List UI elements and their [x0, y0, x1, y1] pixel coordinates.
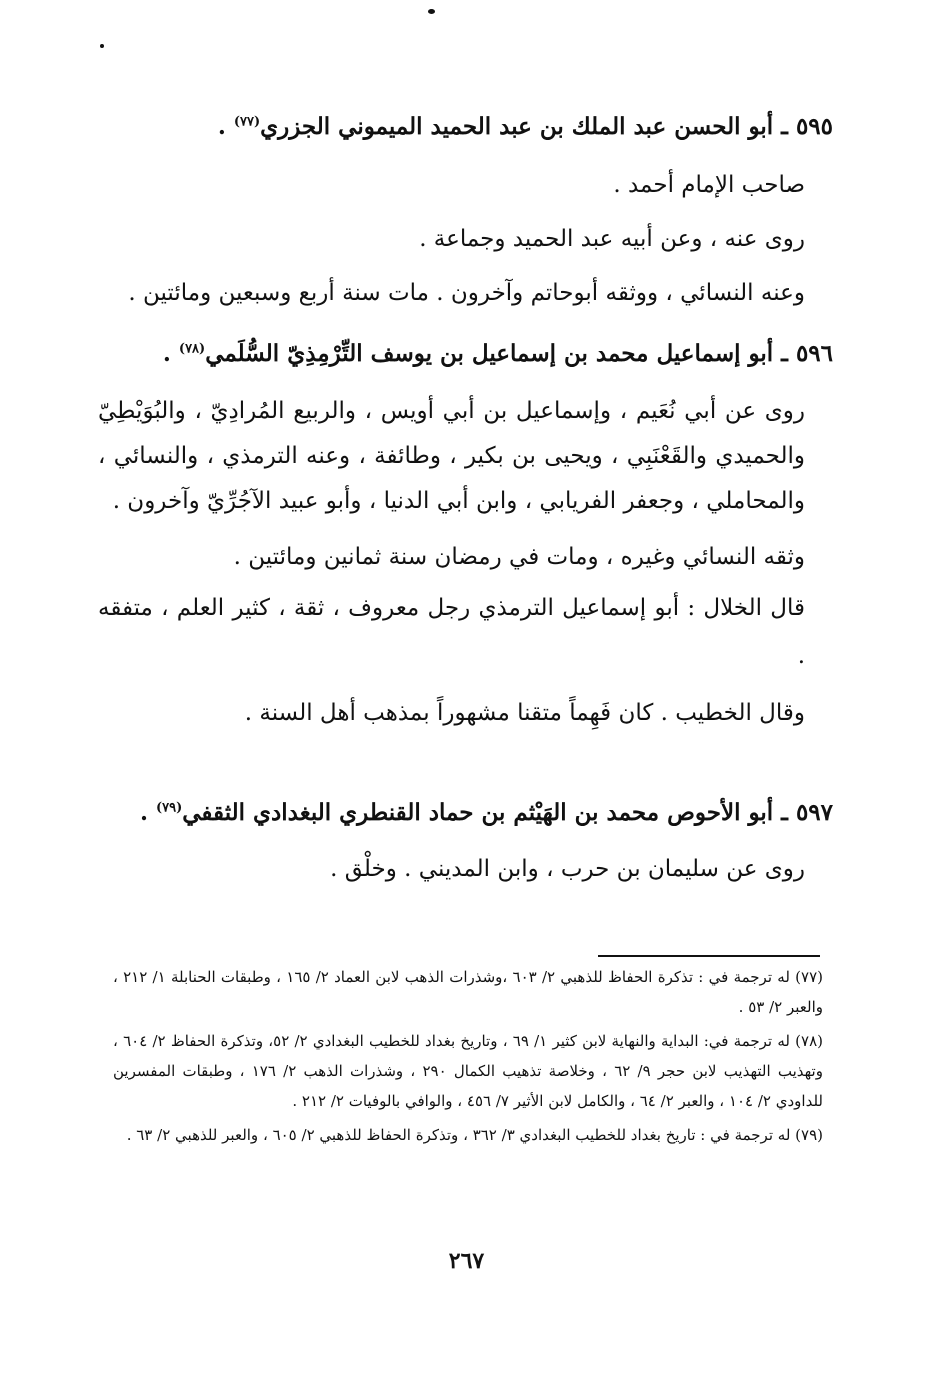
top-speck [428, 9, 435, 14]
footnote-separator [598, 955, 820, 957]
entry-title: ـ أبو إسماعيل محمد بن إسماعيل بن يوسف التِّرْمِذِيّ السُّلَمي [205, 340, 788, 367]
entry-heading: ٥٩٥ ـ أبو الحسن عبد الملك بن عبد الحميد الميموني الجزري$^{(٧٧)}$ . [217, 113, 833, 140]
entry-595 [98, 100, 833, 320]
paragraph: وقال الخطيب . كان فَهِماً متقنا مشهوراً بمذهب أهل السنة . [244, 700, 805, 726]
paragraph: روى عن سليمان بن حرب ، وابن المديني . وخلْق . [330, 856, 805, 882]
paragraph: وعنه النسائي ، ووثقه أبوحاتم وآخرون . مات سنة أربع وسبعين ومائتين . [128, 280, 805, 306]
paragraph: وثقه النسائي وغيره ، ومات في رمضان سنة ثمانين ومائتين . [233, 544, 805, 570]
footnote-79: (٧٩) له ترجمة في : تاريخ بغداد للخطيب البغدادي ٣/ ٣٦٢ ، وتذكرة الحفاظ للذهبي ٢/ ٦٠٥ ، والعبر للذهبي ٢/ ٦٣ . [126, 1126, 823, 1144]
entry-title: ـ أبو الحسن عبد الملك بن عبد الحميد الميموني الجزري [260, 113, 788, 140]
footnotes [113, 962, 823, 1154]
paragraph: روى عنه ، وعن أبيه عبد الحميد وجماعة . [419, 226, 805, 252]
corner-speck [100, 44, 104, 48]
page-number: ٢٦٧ [448, 1248, 485, 1274]
entry-heading: ٥٩٧ ـ أبو الأحوص محمد بن الهَيْثم بن حماد القنطري البغدادي الثقفي$^{(٧٩)}$ . [139, 799, 833, 826]
entry-heading: ٥٩٦ ـ أبو إسماعيل محمد بن إسماعيل بن يوسف التِّرْمِذِيّ السُّلَمي$^{(٧٨)}$ . [162, 340, 833, 367]
entry-title: ـ أبو الأحوص محمد بن الهَيْثم بن حماد القنطري البغدادي الثقفي [182, 799, 788, 826]
paragraph: روى عن أبي نُعَيم ، وإسماعيل بن أبي أويس ، والربيع المُرادِيّ ، والبُوَيْطِيّ والحميدي والقَعْنَبِي ، ويحيى بن بكير ، وطائفة ، وعنه الترمذي ، والنسائي ، والمحاملي ، وجعفر الفريابي ، وابن أبي الدنيا ، وأبو عبيد الآجُرِّيّ وآخرون . [98, 398, 805, 514]
entry-596 [98, 327, 833, 740]
paragraph: قال الخلال : أبو إسماعيل الترمذي رجل معروف ، ثقة ، كثير العلم ، متفقه . [98, 595, 805, 669]
entry-number: ٥٩٧ [795, 799, 833, 826]
footnote-78: (٧٨) له ترجمة في: البداية والنهاية لابن كثير ١/ ٦٩ ، وتاريخ بغداد للخطيب البغدادي ٢/ ٥٢، وتذكرة الحفاظ ٢/ ٦٠٤ ، وتهذيب التهذيب لابن حجر ٩/ ٦٢ ، وخلاصة تذهيب الكمال ٢٩٠ ، وشذرات الذهب ٢/ ١٧٦ ، وطبقات المفسرين للداودي ٢/ ١٠٤ ، والعبر ٢/ ٦٤ ، والكامل لابن الأثير ٧/ ٤٥٦ ، والوافي بالوفيات ٢/ ٢١٢ . [113, 1032, 823, 1110]
footnote-77: (٧٧) له ترجمة في : تذكرة الحفاظ للذهبي ٢/ ٦٠٣ ،وشذرات الذهب لابن العماد ٢/ ١٦٥ ، وطبقات الحنابلة ١/ ٢١٢ ، والعبر ٢/ ٥٣ . [113, 968, 823, 1016]
entry-number: ٥٩٥ [795, 113, 833, 140]
footnote-ref: (٧٨) [178, 341, 206, 357]
paragraph: صاحب الإمام أحمد . [613, 172, 805, 198]
footnote-ref: (٧٧) [233, 114, 261, 130]
entry-number: ٥٩٦ [795, 340, 833, 367]
entry-597 [98, 788, 833, 896]
footnote-ref: (٧٩) [155, 800, 183, 816]
